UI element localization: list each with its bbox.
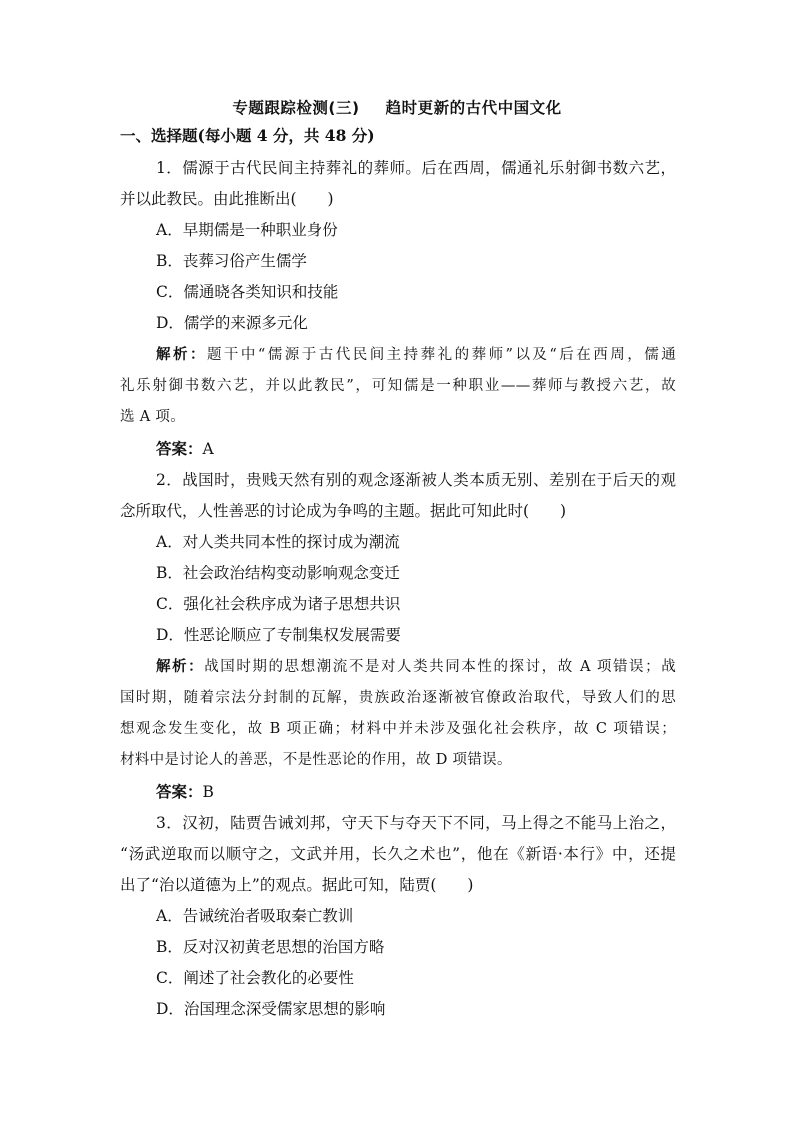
title-part-2: 趋时更新的古代中国文化 [385, 99, 562, 117]
question-2-explanation-line-3: 想观念发生变化，故 B 项正确；材料中并未涉及强化社会秩序，故 C 项错误； [120, 721, 676, 737]
question-3-option-c: C．阐述了社会教化的必要性 [156, 969, 354, 987]
answer-label: 答案： [156, 440, 203, 458]
title-part-1: 专题跟踪检测(三) [232, 99, 360, 117]
question-2-option-d: D．性恶论顺应了专制集权发展需要 [156, 626, 401, 644]
question-2-explanation-line-4: 材料中是讨论人的善恶，不是性恶论的作用，故 D 项错误。 [120, 752, 512, 768]
question-2-option-b: B．社会政治结构变动影响观念变迁 [156, 564, 400, 582]
question-2-line-2: 念所取代，人性善恶的讨论成为争鸣的主题。据此可知此时( ) [120, 502, 567, 520]
question-1-option-b: B．丧葬习俗产生儒学 [156, 252, 307, 270]
question-2-answer [156, 782, 214, 802]
question-3-line-2: “汤武逆取而以顺守之，文武并用，长久之术也”，他在《新语·本行》中，还提 [120, 845, 676, 863]
question-1-explanation-line-1: 解析：题干中“儒源于古代民间主持葬礼的葬师”以及“后在西周，儒通 [156, 347, 676, 363]
question-2-explanation-line-1: 解析：战国时期的思想潮流不是对人类共同本性的探讨，故 A 项错误；战 [156, 659, 676, 675]
question-3-line-1: 3．汉初，陆贾告诫刘邦，守天下与夺天下不同，马上得之不能马上治之， [156, 814, 676, 832]
question-3-line-3: 出了“治以道德为上”的观点。据此可知，陆贾( ) [120, 876, 474, 894]
question-1-option-a: A．早期儒是一种职业身份 [156, 221, 338, 239]
question-1-line-1: 1．儒源于古代民间主持葬礼的葬师。后在西周，儒通礼乐射御书数六艺， [156, 159, 676, 177]
question-2-line-1: 2．战国时，贵贱天然有别的观念逐渐被人类本质无别、差别在于后天的观 [156, 471, 676, 489]
section-heading: 一、选择题(每小题 4 分，共 48 分) [120, 126, 375, 145]
question-1-line-2: 并以此教民。由此推断出( ) [120, 190, 334, 208]
page-title [0, 96, 794, 118]
question-2-option-a: A．对人类共同本性的探讨成为潮流 [156, 533, 400, 551]
explanation-label: 解析： [156, 347, 207, 363]
answer-value: B [202, 783, 214, 801]
question-1-option-c: C．儒通晓各类知识和技能 [156, 283, 339, 301]
question-1-explanation-line-2: 礼乐射御书数六艺，并以此教民”，可知儒是一种职业——葬师与教授六艺，故 [120, 378, 676, 394]
question-3-option-a: A．告诫统治者吸取秦亡教训 [156, 907, 354, 925]
question-2-explanation-line-2: 国时期，随着宗法分封制的瓦解，贵族政治逐渐被官僚政治取代，导致人们的思 [120, 690, 676, 706]
question-1-explanation-line-3: 选 A 项。 [120, 409, 185, 425]
explanation-label: 解析： [156, 659, 205, 675]
question-2-option-c: C．强化社会秩序成为诸子思想共识 [156, 595, 401, 613]
question-1-option-d: D．儒学的来源多元化 [156, 314, 308, 332]
answer-value: A [202, 440, 214, 458]
question-3-option-b: B．反对汉初黄老思想的治国方略 [156, 938, 385, 956]
question-3-option-d: D．治国理念深受儒家思想的影响 [156, 1000, 386, 1018]
answer-label: 答案： [156, 783, 203, 801]
question-1-answer [156, 439, 214, 459]
